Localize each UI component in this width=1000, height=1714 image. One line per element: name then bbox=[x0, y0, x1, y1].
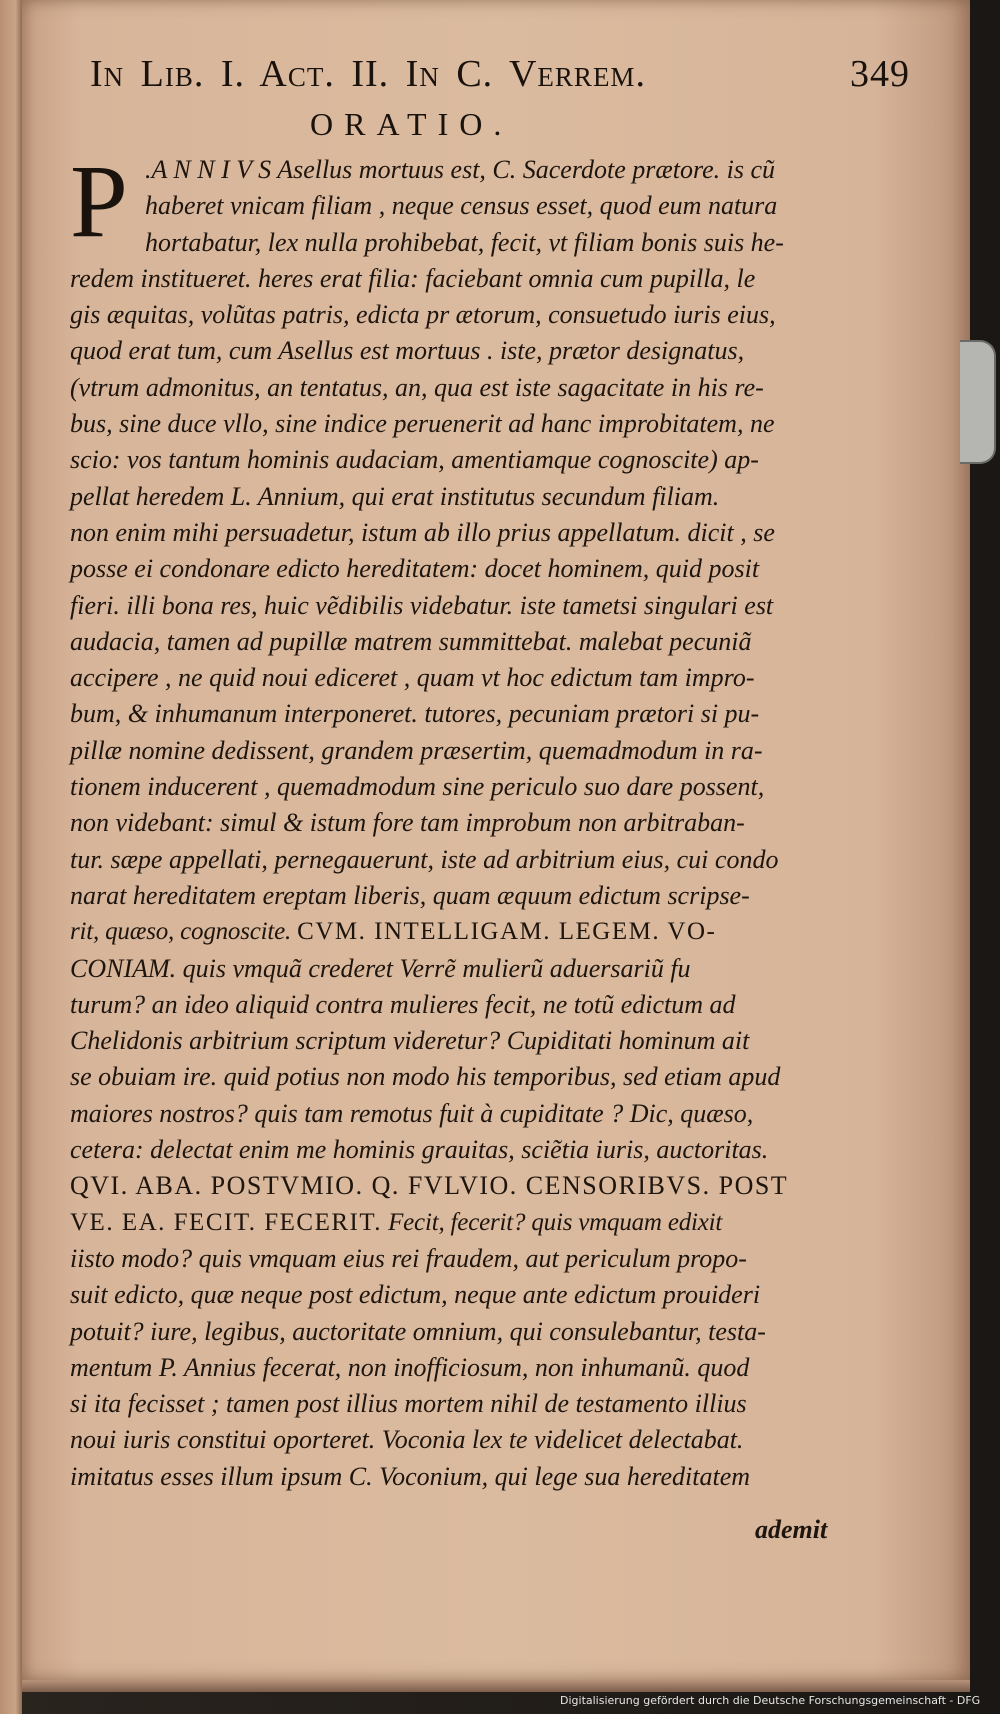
body-text bbox=[70, 144, 860, 1495]
drop-cap: P bbox=[70, 144, 128, 259]
text-line: accipere , ne quid noui ediceret , quam vt hoc edictum tam impro- bbox=[70, 663, 755, 693]
text-line: tur. sæpe appellati, pernegauerunt, iste ad arbitrium eius, cui condo bbox=[70, 844, 779, 874]
section-title: ORATIO. bbox=[310, 106, 513, 142]
page-number: 349 bbox=[850, 53, 910, 95]
text-line: mentum P. Annius fecerat, non inofficiosum, non inhumanũ. quod bbox=[70, 1352, 750, 1382]
edict-quote: CVM. INTELLIGAM. LEGEM. VO- bbox=[297, 918, 717, 946]
text-line: (vtrum admonitus, an tentatus, an, qua est iste sagacitate in his re- bbox=[70, 372, 764, 402]
edict-quote-line: QVI. ABA. POSTVMIO. Q. FVLVIO. CENSORIBVS. POST bbox=[70, 1171, 789, 1201]
text-line: potuit? iure, legibus, auctoritate omnium, qui consulebantur, testa- bbox=[70, 1316, 766, 1346]
text-line: narat hereditatem ereptam liberis, quam æquum edictum scripse- bbox=[70, 880, 750, 910]
text-line: haberet vnicam filiam , neque census esset, quod eum natura bbox=[145, 191, 778, 221]
text-line: quod erat tum, cum Asellus est mortuus . iste, prætor designatus, bbox=[70, 336, 745, 366]
text-line: noui iuris constitui oporteret. Voconia lex te videlicet delectabat. bbox=[70, 1425, 744, 1455]
edict-quote: VE. EA. FECIT. FECERIT. bbox=[70, 1208, 383, 1236]
text-line: suit edicto, quæ neque post edictum, neque ante edictum prouideri bbox=[70, 1280, 761, 1310]
catchword: ademit bbox=[755, 1515, 828, 1544]
text-line: audacia, tamen ad pupillæ matrem summittebat. malebat pecuniã bbox=[70, 626, 752, 656]
text-line: bus, sine duce vllo, sine indice peruenerit ad hanc improbitatem, ne bbox=[70, 409, 775, 439]
text-line: se obuiam ire. quid potius non modo his temporibus, sed etiam apud bbox=[70, 1062, 781, 1092]
text-line: turum? an ideo aliquid contra mulieres fecit, ne totũ edictum ad bbox=[70, 989, 736, 1019]
text-line: pillæ nomine dedissent, grandem præsertim, quemadmodum in ra- bbox=[70, 735, 763, 765]
text-line: tionem inducerent , quemadmodum sine periculo suo dare possent, bbox=[70, 772, 765, 802]
text-line: posse ei condonare edicto hereditatem: docet hominem, quid posit bbox=[70, 554, 760, 584]
page-bottom-edge bbox=[22, 1680, 970, 1692]
text-line: imitatus esses illum ipsum C. Voconium, qui lege sua hereditatem bbox=[70, 1461, 751, 1491]
text-span: rit, quæso, cognoscite. bbox=[70, 918, 292, 946]
page-clip-tab bbox=[960, 340, 996, 464]
running-head-title: In Lib. I. Act. II. In C. Verrem. bbox=[90, 53, 646, 95]
text-line: iisto modo? quis vmquam eius rei fraudem, aut periculum propo- bbox=[70, 1243, 747, 1273]
text-line: maiores nostros? quis tam remotus fuit à cupiditate ? Dic, quæso, bbox=[70, 1098, 754, 1128]
text-line bbox=[70, 914, 860, 950]
text-line: hortabatur, lex nulla prohibebat, fecit, vt filiam bonis suis he- bbox=[145, 227, 784, 257]
digitization-credit: Digitalisierung gefördert durch die Deutsche Forschungsgemeinschaft - DFG bbox=[560, 1694, 981, 1707]
text-line: Chelidonis arbitrium scriptum videretur? Cupiditati hominum ait bbox=[70, 1026, 750, 1056]
text-line: CONIAM. quis vmquã crederet Verrẽ mulierũ aduersariũ fu bbox=[70, 953, 691, 983]
text-line: fieri. illi bona res, huic vẽdibilis videbatur. iste tametsi singulari est bbox=[70, 590, 774, 620]
previous-page-edge bbox=[0, 0, 22, 1714]
text-line: gis æquitas, volũtas patris, edicta pr ætorum, consuetudo iuris eius, bbox=[70, 300, 776, 330]
text-line: .A N N I V S Asellus mortuus est, C. Sacerdote prætore. is cũ bbox=[145, 155, 776, 184]
text-line: non videbant: simul & istum fore tam improbum non arbitraban- bbox=[70, 808, 745, 838]
text-line: si ita fecisset ; tamen post illius mortem nihil de testamento illius bbox=[70, 1389, 747, 1419]
text-line: bum, & inhumanum interponeret. tutores, pecuniam prætori si pu- bbox=[70, 699, 760, 729]
running-head bbox=[90, 52, 910, 100]
text-span: Fecit, fecerit? quis vmquam edixit bbox=[388, 1208, 723, 1236]
text-line bbox=[70, 1205, 860, 1241]
text-line: redem institueret. heres erat filia: faciebant omnia cum pupilla, le bbox=[70, 263, 756, 293]
text-line: scio: vos tantum hominis audaciam, amentiamque cognoscite) ap- bbox=[70, 445, 759, 475]
text-line: cetera: delectat enim me hominis grauitas, sciẽtia iuris, auctoritas. bbox=[70, 1135, 769, 1165]
text-line: non enim mihi persuadetur, istum ab illo prius appellatum. dicit , se bbox=[70, 517, 775, 547]
text-line: pellat heredem L. Annium, qui erat institutus secundum filiam. bbox=[70, 481, 720, 511]
